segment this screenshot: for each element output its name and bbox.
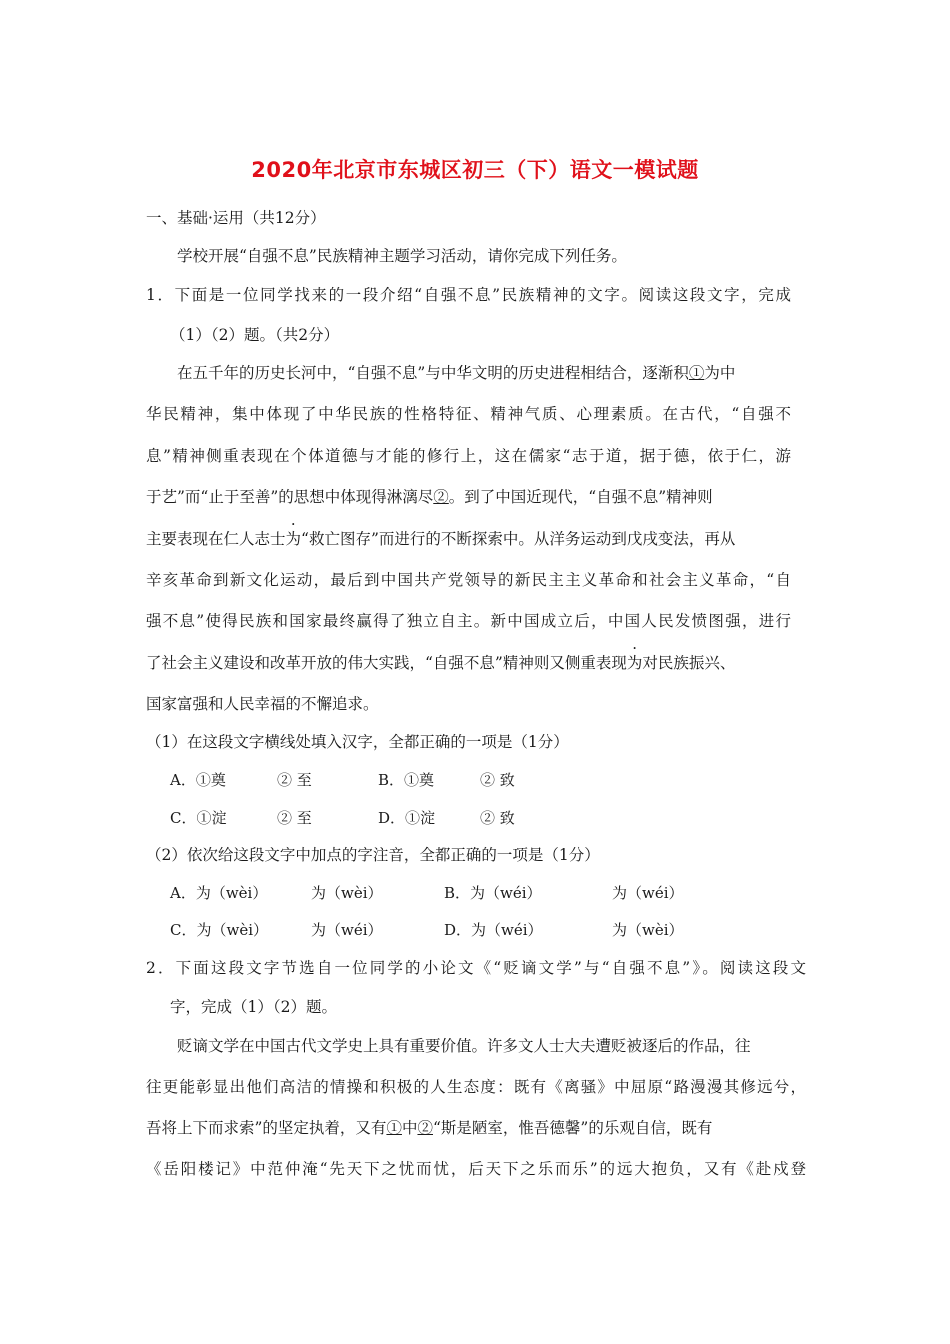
option-c[interactable]: C．①淀 — [170, 809, 227, 827]
option-b-part2: 为（wéi） — [612, 884, 684, 902]
option-d-part2: 为（wèi） — [612, 921, 684, 939]
passage-2-line — [146, 1118, 712, 1138]
passage-text: 对民族振兴、 — [642, 654, 736, 672]
passage-2-line: 贬谪文学在中国古代文学史上具有重要价值。许多文人士大夫遭贬被逐后的作品，往 — [177, 1037, 751, 1055]
option-d[interactable]: D．①淀 — [378, 809, 436, 827]
blank-marker-2: ② — [417, 1119, 433, 1137]
passage-1-line — [146, 529, 735, 549]
passage-1-line: 华民精神，集中体现了中华民族的性格特征、精神气质、心理素质。在古代，“自强不 — [146, 405, 791, 423]
passage-text: 了社会主义建设和改革开放的伟大实践，“自强不息”精神则又侧重表现 — [146, 654, 627, 672]
option-a[interactable]: A．为（wèi） — [170, 884, 268, 902]
passage-1-line: 强不息”使得民族和国家最终赢得了独立自主。新中国成立后，中国人民发愤图强，进行 — [146, 612, 791, 630]
passage-2-line: 往更能彰显出他们高洁的情操和积极的人生态度：既有《离骚》中屈原“路漫漫其修远兮， — [146, 1078, 806, 1096]
option-a-part2: ② 至 — [277, 771, 312, 789]
blank-marker-1: ① — [386, 1119, 402, 1137]
passage-2-line: 《岳阳楼记》中范仲淹“先天下之忧而忧，后天下之乐而乐”的远大抱负，又有《赴戍登 — [146, 1160, 806, 1178]
page-title: 2020年北京市东城区初三（下）语文一模试题 — [251, 158, 699, 182]
option-b[interactable]: B．①奠 — [378, 771, 435, 789]
option-a-part2: 为（wèi） — [311, 884, 383, 902]
passage-1-line: 息”精神侧重表现在个体道德与才能的修行上，这在儒家“志于道，据于德，依于仁，游 — [146, 447, 791, 465]
passage-text: 主要表现在仁人志士 — [146, 530, 286, 548]
passage-1-line — [146, 653, 735, 673]
passage-1-line: 辛亥革命到新文化运动，最后到中国共产党领导的新民主主义革命和社会主义革命，“自 — [146, 571, 791, 589]
passage-text: 在五千年的历史长河中，“自强不息”与中华文明的历史进程相结合，逐渐积 — [177, 364, 689, 382]
option-b[interactable]: B．为（wéi） — [444, 884, 542, 902]
blank-marker-2: ② — [433, 488, 449, 506]
intro-text: 学校开展“自强不息”民族精神主题学习活动，请你完成下列任务。 — [177, 247, 627, 265]
option-d[interactable]: D．为（wéi） — [444, 921, 543, 939]
dotted-char-1: 为 — [285, 530, 302, 548]
option-c[interactable]: C．为（wèi） — [170, 921, 268, 939]
option-c-part2: ② 至 — [277, 809, 312, 827]
passage-text: 中 — [401, 1119, 418, 1137]
passage-1-line: 国家富强和人民幸福的不懈追求。 — [146, 695, 379, 713]
question-1-stem: 1．下面是一位同学找来的一段介绍“自强不息”民族精神的文字。阅读这段文字，完成 — [146, 286, 791, 304]
subquestion-1-stem: （1）在这段文字横线处填入汉字，全都正确的一项是（1分） — [146, 733, 569, 751]
question-1-stem-cont: （1）（2）题。（共2分） — [170, 326, 340, 344]
dotted-char-2: 为 — [626, 654, 643, 672]
section-heading: 一、基础·运用（共12分） — [146, 209, 326, 227]
option-d-part2: ② 致 — [480, 809, 515, 827]
question-2-stem: 2．下面这段文字节选自一位同学的小论文《“贬谪文学”与“自强不息”》。阅读这段文 — [146, 959, 806, 977]
option-c-part2: 为（wéi） — [311, 921, 383, 939]
blank-marker-1: ① — [688, 364, 705, 382]
question-2-stem-cont: 字，完成（1）（2）题。 — [170, 998, 337, 1016]
passage-1-line — [146, 487, 713, 507]
passage-text: 吾将上下而求索”的坚定执着，又有 — [146, 1119, 387, 1137]
passage-text: 为中 — [704, 364, 736, 382]
passage-text: “救亡图存”而进行的不断探索中。从洋务运动到戊戌变法，再从 — [301, 530, 736, 548]
subquestion-2-stem: （2）依次给这段文字中加点的字注音，全都正确的一项是（1分） — [146, 846, 600, 864]
option-a[interactable]: A．①奠 — [170, 771, 226, 789]
option-b-part2: ② 致 — [480, 771, 515, 789]
passage-text: 于艺”而“止于至善”的思想中体现得淋漓尽 — [146, 488, 434, 506]
passage-text: “斯是陋室，惟吾德馨”的乐观自信，既有 — [432, 1119, 713, 1137]
passage-text: 。到了中国近现代，“自强不息”精神则 — [448, 488, 713, 506]
passage-1-line — [177, 363, 735, 383]
